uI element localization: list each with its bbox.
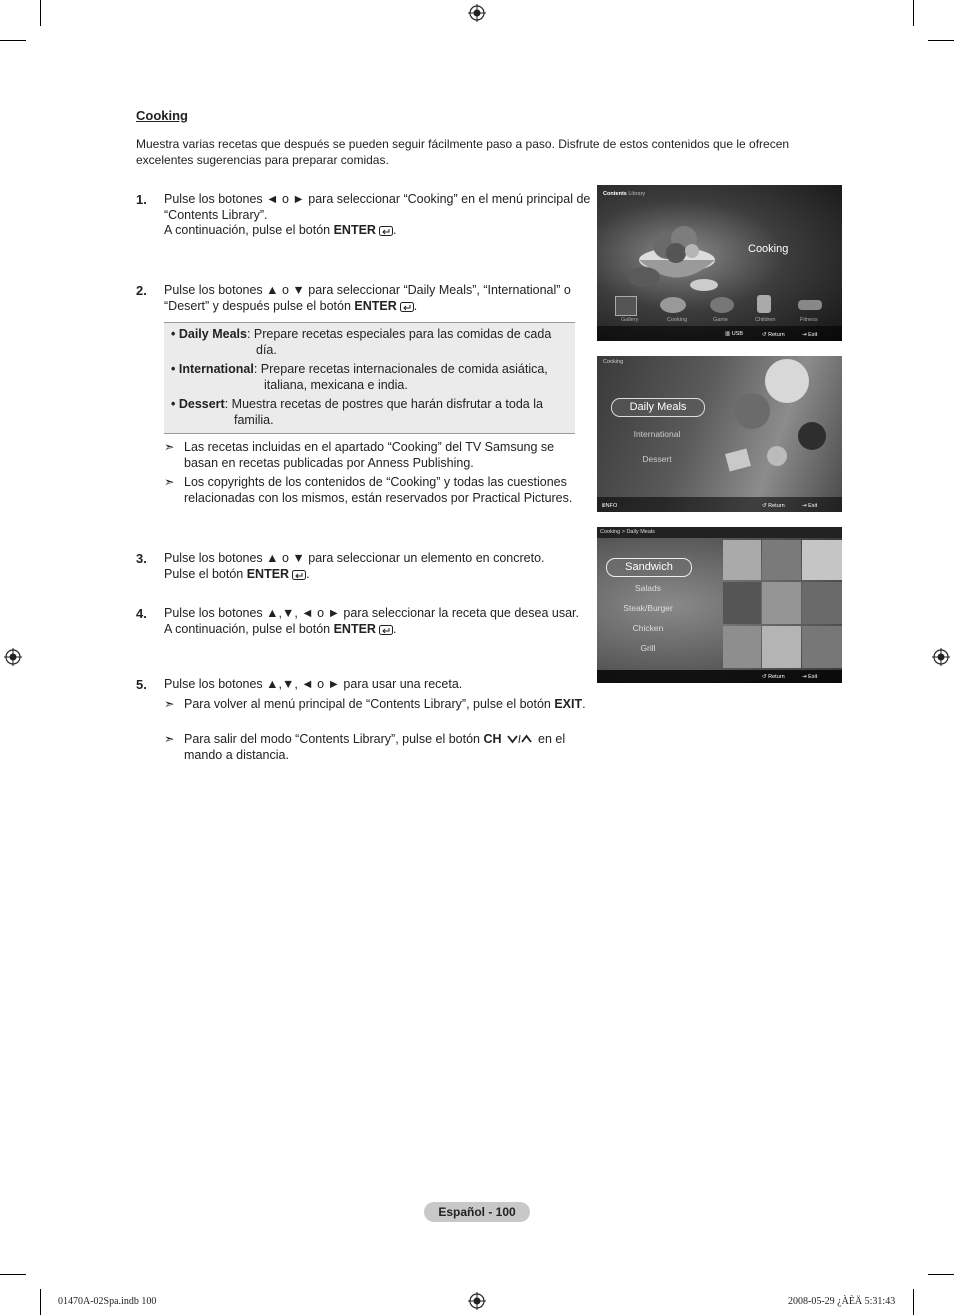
step-number: 3. bbox=[136, 551, 147, 566]
crop-mark bbox=[913, 0, 914, 26]
menu-item-dessert[interactable]: Dessert bbox=[642, 454, 672, 464]
menu-item-sandwich[interactable]: Sandwich bbox=[606, 558, 692, 577]
option-desc: : Prepare recetas especiales para las comidas de cada bbox=[246, 327, 552, 341]
option-desc: día. bbox=[256, 342, 277, 357]
note-arrow-icon: ➣ bbox=[164, 697, 175, 711]
step-1 bbox=[136, 192, 591, 239]
return-button[interactable]: ↺ Return bbox=[762, 332, 785, 338]
section-title: Cooking bbox=[136, 108, 188, 123]
enter-key-label: ENTER bbox=[246, 566, 290, 581]
menu-item-steak-burger[interactable]: Steak/Burger bbox=[623, 603, 673, 613]
note bbox=[164, 732, 589, 763]
exit-key-label: EXIT bbox=[554, 697, 583, 711]
recipe-thumbnail[interactable] bbox=[802, 540, 842, 580]
registration-mark-icon bbox=[4, 648, 22, 666]
note bbox=[164, 697, 589, 713]
recipe-thumbnail[interactable] bbox=[802, 582, 842, 624]
enter-icon bbox=[400, 302, 414, 312]
recipe-thumbnail[interactable] bbox=[762, 582, 801, 624]
usb-label: ▥ USB bbox=[725, 331, 744, 337]
exit-button[interactable]: ⇥ Exit bbox=[802, 332, 818, 338]
menu-item-chicken[interactable]: Chicken bbox=[632, 623, 664, 633]
icon-label: Fitness bbox=[800, 317, 818, 323]
recipe-thumbnail[interactable] bbox=[762, 540, 801, 580]
children-icon[interactable] bbox=[757, 295, 771, 313]
crop-mark bbox=[0, 1274, 26, 1275]
option-name: • Dessert bbox=[171, 397, 225, 411]
step-3 bbox=[136, 551, 591, 582]
recipe-thumbnail-grid bbox=[721, 540, 842, 668]
screen-header: Contents Library bbox=[603, 191, 646, 197]
recipe-thumbnail[interactable] bbox=[723, 540, 761, 580]
file-slug: 01470A-02Spa.indb 100 bbox=[58, 1296, 157, 1307]
crop-mark bbox=[0, 40, 26, 41]
option-name: • International bbox=[171, 362, 254, 376]
icon-label: Children bbox=[755, 317, 776, 323]
step-2 bbox=[136, 283, 591, 314]
enter-icon bbox=[292, 570, 306, 580]
registration-mark-icon bbox=[468, 1292, 486, 1310]
menu-item-grill[interactable]: Grill bbox=[640, 643, 656, 653]
screen-daily-meals bbox=[597, 527, 842, 683]
screen-cooking-menu bbox=[597, 356, 842, 512]
step-text: Pulse los botones ▲,▼, ◄ o ► para usar una receta. bbox=[164, 677, 463, 691]
recipe-thumbnail[interactable] bbox=[723, 626, 761, 668]
step-text: . bbox=[392, 621, 397, 636]
exit-button[interactable]: ⇥ Exit bbox=[802, 503, 818, 509]
menu-item-daily-meals[interactable]: Daily Meals bbox=[611, 398, 705, 417]
option-desc: : Prepare recetas internacionales de comida asiática, bbox=[253, 362, 548, 376]
icon-label: Gallery bbox=[621, 317, 639, 323]
step-text: A continuación, pulse el botón bbox=[164, 223, 334, 237]
note bbox=[164, 475, 589, 506]
step-number: 5. bbox=[136, 677, 147, 692]
step-5 bbox=[136, 677, 591, 693]
step-text: Pulse los botones ▲,▼, ◄ o ► para seleccionar la receta que desea usar. bbox=[164, 606, 579, 620]
note-arrow-icon: ➣ bbox=[164, 732, 175, 746]
crop-mark bbox=[928, 1274, 954, 1275]
option-daily-meals bbox=[171, 327, 569, 358]
salad-bowl-image bbox=[622, 205, 732, 295]
note-arrow-icon: ➣ bbox=[164, 475, 175, 489]
fitness-icon[interactable] bbox=[798, 300, 822, 310]
enter-key-label: ENTER bbox=[354, 298, 397, 313]
step-text: . bbox=[413, 298, 418, 313]
crop-mark bbox=[913, 1289, 914, 1315]
food-photo-image bbox=[702, 356, 842, 496]
note-arrow-icon: ➣ bbox=[164, 440, 175, 454]
step-text: A continuación, pulse el botón bbox=[164, 621, 334, 636]
menu-item-salads[interactable]: Salads bbox=[635, 583, 661, 593]
crop-mark bbox=[928, 40, 954, 41]
breadcrumb: Cooking > Daily Meals bbox=[600, 529, 655, 535]
crop-mark bbox=[40, 1289, 41, 1315]
crop-mark bbox=[40, 0, 41, 26]
registration-mark-icon bbox=[468, 4, 486, 22]
step-number: 2. bbox=[136, 283, 147, 298]
info-button[interactable]: ℹINFO bbox=[602, 503, 618, 509]
step-text: Pulse los botones ◄ o ► para seleccionar “Cooking” en el menú principal de “Contents Library”. bbox=[164, 192, 591, 222]
icon-label: Cooking bbox=[667, 317, 688, 323]
note-text: Para volver al menú principal de “Contents Library”, pulse el botón bbox=[184, 697, 555, 711]
option-desc: familia. bbox=[234, 412, 274, 427]
options-box bbox=[164, 322, 575, 434]
option-international bbox=[171, 362, 569, 393]
return-button[interactable]: ↺ Return bbox=[762, 674, 785, 680]
registration-mark-icon bbox=[932, 648, 950, 666]
option-name: • Daily Meals bbox=[171, 327, 247, 341]
channel-up-down-icon bbox=[505, 734, 535, 744]
note-text: Para salir del modo “Contents Library”, pulse el botón bbox=[184, 732, 484, 746]
note-text: en el mando a distancia. bbox=[184, 732, 566, 762]
screen-header: Cooking bbox=[603, 359, 624, 365]
step-text: . bbox=[306, 566, 310, 581]
gallery-icon[interactable] bbox=[615, 296, 637, 316]
note bbox=[164, 440, 589, 471]
step-text: Pulse el botón bbox=[164, 566, 247, 581]
step-text: Pulse los botones ▲ o ▼ para seleccionar “Daily Meals”, “International” o “Desert” y después pulse el botón bbox=[164, 283, 571, 313]
recipe-thumbnail[interactable] bbox=[723, 582, 761, 624]
screen-contents-library bbox=[597, 185, 842, 341]
step-number: 4. bbox=[136, 606, 147, 621]
option-desc: italiana, mexicana e india. bbox=[264, 377, 408, 392]
page-number-badge: Español - 100 bbox=[424, 1202, 530, 1222]
recipe-thumbnail[interactable] bbox=[802, 626, 842, 668]
menu-item-international[interactable]: International bbox=[633, 429, 681, 439]
note-text: . bbox=[582, 697, 586, 711]
cooking-icon[interactable] bbox=[660, 297, 686, 313]
game-icon[interactable] bbox=[710, 297, 734, 313]
step-number: 1. bbox=[136, 192, 147, 207]
intro-paragraph: Muestra varias recetas que después se pueden seguir fácilmente paso a paso. Disfrute de estos contenidos que le ofrecen excelentes sugerencias para preparar comidas. bbox=[136, 137, 790, 167]
enter-icon bbox=[379, 226, 393, 236]
option-desc: : Muestra recetas de postres que harán disfrutar a toda la bbox=[224, 397, 543, 411]
option-dessert bbox=[171, 397, 569, 428]
ch-key-label: CH bbox=[483, 732, 502, 746]
step-text: Pulse los botones ▲ o ▼ para seleccionar un elemento en concreto. bbox=[164, 551, 545, 565]
step-text: . bbox=[392, 223, 397, 237]
enter-icon bbox=[379, 625, 393, 635]
icon-label: Game bbox=[713, 317, 728, 323]
note-text: Las recetas incluidas en el apartado “Cooking” del TV Samsung se basan en recetas publicadas por Anness Publishing. bbox=[184, 440, 555, 470]
exit-button[interactable]: ⇥ Exit bbox=[802, 674, 818, 680]
date-slug: 2008-05-29 ¿ÀÈÄ 5:31:43 bbox=[788, 1296, 896, 1307]
enter-key-label: ENTER bbox=[333, 223, 376, 237]
return-button[interactable]: ↺ Return bbox=[762, 503, 785, 509]
note-text: Los copyrights de los contenidos de “Cooking” y todas las cuestiones relacionadas con los mismos, están reservados por Practical Pictures. bbox=[184, 475, 573, 505]
step-4 bbox=[136, 606, 591, 637]
selected-item-label: Cooking bbox=[748, 243, 789, 255]
enter-key-label: ENTER bbox=[333, 621, 376, 636]
recipe-thumbnail[interactable] bbox=[762, 626, 801, 668]
